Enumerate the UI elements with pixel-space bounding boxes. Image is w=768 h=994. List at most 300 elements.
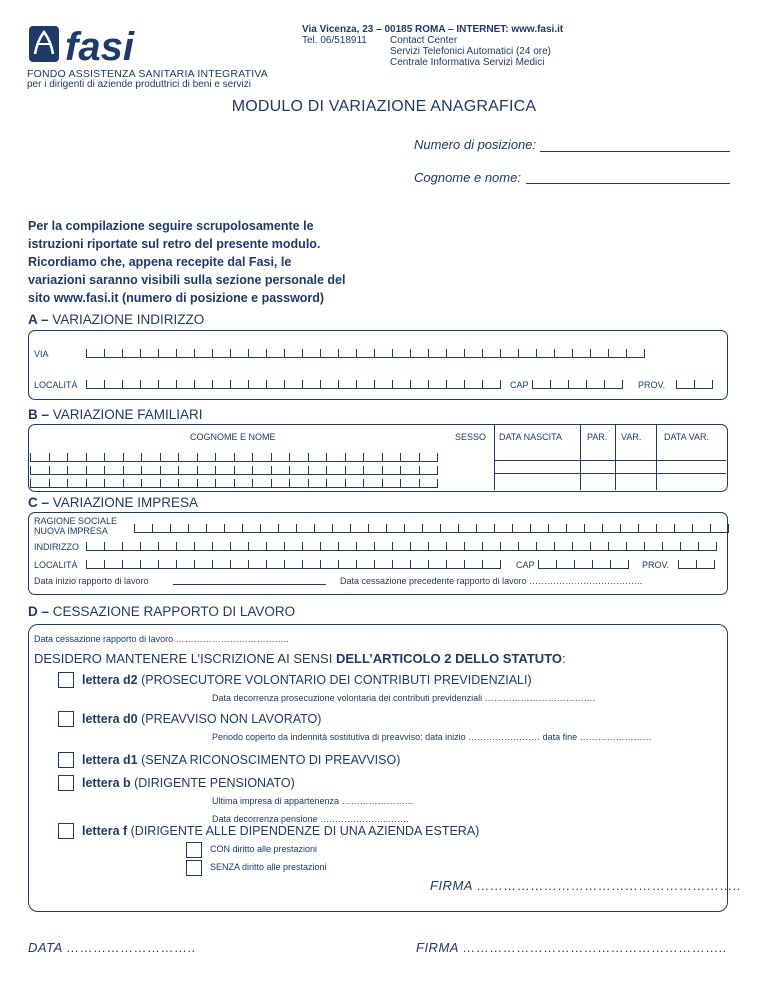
char-cell[interactable] <box>176 560 194 569</box>
col-data-var: DATA VAR. <box>664 432 710 442</box>
char-cell[interactable] <box>674 524 692 533</box>
char-cell[interactable] <box>338 349 356 358</box>
char-cell[interactable] <box>482 349 500 358</box>
via-input[interactable] <box>86 349 645 358</box>
char-cell[interactable] <box>86 453 105 462</box>
char-cell[interactable] <box>338 560 356 569</box>
section-b-label: VARIAZIONE FAMILIARI <box>52 407 203 422</box>
family-row-1-input[interactable] <box>30 453 438 462</box>
char-cell[interactable] <box>464 560 482 569</box>
char-cell[interactable] <box>680 542 698 551</box>
char-cell[interactable] <box>345 453 364 462</box>
char-cell[interactable] <box>30 453 49 462</box>
char-cell[interactable] <box>271 466 290 475</box>
localita-c-input[interactable] <box>86 560 501 569</box>
option-d1-text: (SENZA RICONOSCIMENTO DI PREAVVISO) <box>137 753 401 767</box>
char-cell[interactable] <box>302 349 320 358</box>
char-cell[interactable] <box>678 560 696 569</box>
ragione-sociale-input[interactable] <box>134 524 729 533</box>
char-cell[interactable] <box>122 542 140 551</box>
char-cell[interactable] <box>400 466 419 475</box>
char-cell[interactable] <box>278 524 296 533</box>
char-cell[interactable] <box>604 380 623 389</box>
desidero-post: : <box>562 651 566 666</box>
char-cell[interactable] <box>608 542 626 551</box>
char-cell[interactable] <box>374 349 392 358</box>
org-subtitle: per i dirigenti di aziende produttrici di beni e servizi <box>27 79 252 90</box>
char-cell[interactable] <box>392 380 410 389</box>
char-cell[interactable] <box>308 479 327 488</box>
char-cell[interactable] <box>134 524 152 533</box>
char-cell[interactable] <box>140 349 158 358</box>
char-cell[interactable] <box>49 466 68 475</box>
char-cell[interactable] <box>252 453 271 462</box>
localita-input[interactable] <box>86 380 501 389</box>
char-cell[interactable] <box>446 542 464 551</box>
char-cell[interactable] <box>158 560 176 569</box>
char-cell[interactable] <box>104 380 122 389</box>
char-cell[interactable] <box>586 380 604 389</box>
char-cell[interactable] <box>446 560 464 569</box>
cessazione-prec-label: Data cessazione precedente rapporto di lavoro ……………………………….. <box>340 576 643 586</box>
char-cell[interactable] <box>464 542 482 551</box>
char-cell[interactable] <box>392 560 410 569</box>
char-cell[interactable] <box>494 524 512 533</box>
char-cell[interactable] <box>584 524 602 533</box>
checkbox-lettera-b[interactable] <box>58 775 74 791</box>
char-cell[interactable] <box>694 380 713 389</box>
char-cell[interactable] <box>440 524 458 533</box>
char-cell[interactable] <box>178 479 197 488</box>
page-title: MODULO DI VARIAZIONE ANAGRAFICA <box>231 98 537 115</box>
char-cell[interactable] <box>122 349 140 358</box>
char-cell[interactable] <box>289 453 308 462</box>
cap-c-input[interactable] <box>538 560 629 569</box>
char-cell[interactable] <box>234 453 253 462</box>
char-cell[interactable] <box>392 542 410 551</box>
char-cell[interactable] <box>382 466 401 475</box>
char-cell[interactable] <box>266 349 284 358</box>
divider <box>494 473 726 474</box>
char-cell[interactable] <box>518 542 536 551</box>
char-cell[interactable] <box>86 349 104 358</box>
char-cell[interactable] <box>356 349 374 358</box>
char-cell[interactable] <box>140 560 158 569</box>
char-cell[interactable] <box>104 560 122 569</box>
char-cell[interactable] <box>338 542 356 551</box>
char-cell[interactable] <box>538 560 556 569</box>
char-cell[interactable] <box>266 542 284 551</box>
char-cell[interactable] <box>176 380 194 389</box>
char-cell[interactable] <box>212 542 230 551</box>
char-cell[interactable] <box>428 560 446 569</box>
char-cell[interactable] <box>104 542 122 551</box>
char-cell[interactable] <box>572 542 590 551</box>
char-cell[interactable] <box>194 560 212 569</box>
char-cell[interactable] <box>284 560 302 569</box>
divider <box>494 460 726 461</box>
char-cell[interactable] <box>122 560 140 569</box>
char-cell[interactable] <box>518 349 536 358</box>
char-cell[interactable] <box>536 349 554 358</box>
fasi-logo <box>27 22 177 66</box>
char-cell[interactable] <box>350 524 368 533</box>
char-cell[interactable] <box>140 380 158 389</box>
char-cell[interactable] <box>248 560 266 569</box>
char-cell[interactable] <box>194 349 212 358</box>
char-cell[interactable] <box>302 542 320 551</box>
char-cell[interactable] <box>158 542 176 551</box>
data-cess-label: Data cessazione rapporto di lavoro ……………………………….. <box>34 634 289 644</box>
section-c-label: VARIAZIONE IMPRESA <box>52 495 199 510</box>
col-sesso: SESSO <box>455 432 487 442</box>
char-cell[interactable] <box>512 524 530 533</box>
char-cell[interactable] <box>374 542 392 551</box>
char-cell[interactable] <box>500 542 518 551</box>
char-cell[interactable] <box>656 524 674 533</box>
char-cell[interactable] <box>188 524 206 533</box>
char-cell[interactable] <box>356 380 374 389</box>
char-cell[interactable] <box>248 542 266 551</box>
option-d2-text: (PROSECUTORE VOLONTARIO DEI CONTRIBUTI PREVIDENZIALI) <box>137 673 532 687</box>
char-cell[interactable] <box>123 453 142 462</box>
char-cell[interactable] <box>696 560 715 569</box>
char-cell[interactable] <box>500 349 518 358</box>
position-label: Numero di posizione: <box>414 137 537 152</box>
char-cell[interactable] <box>284 380 302 389</box>
char-cell[interactable] <box>386 524 404 533</box>
char-cell[interactable] <box>446 380 464 389</box>
char-cell[interactable] <box>284 349 302 358</box>
char-cell[interactable] <box>289 466 308 475</box>
family-row-2-input[interactable] <box>30 466 438 475</box>
char-cell[interactable] <box>176 349 194 358</box>
char-cell[interactable] <box>356 560 374 569</box>
char-cell[interactable] <box>289 479 308 488</box>
char-cell[interactable] <box>574 560 592 569</box>
divider <box>656 424 657 490</box>
char-cell[interactable] <box>266 380 284 389</box>
char-cell[interactable] <box>230 349 248 358</box>
char-cell[interactable] <box>676 380 694 389</box>
char-cell[interactable] <box>464 380 482 389</box>
checkbox-lettera-d2[interactable] <box>58 672 74 688</box>
char-cell[interactable] <box>152 524 170 533</box>
char-cell[interactable] <box>197 466 216 475</box>
via-label: VIA <box>34 349 49 359</box>
char-cell[interactable] <box>620 524 638 533</box>
char-cell[interactable] <box>271 453 290 462</box>
char-cell[interactable] <box>698 542 717 551</box>
name-label: Cognome e nome: <box>414 170 521 185</box>
char-cell[interactable] <box>176 542 194 551</box>
char-cell[interactable] <box>86 542 104 551</box>
char-cell[interactable] <box>592 560 610 569</box>
checkbox-senza-diritto[interactable] <box>186 860 202 876</box>
char-cell[interactable] <box>410 542 428 551</box>
char-cell[interactable] <box>608 349 626 358</box>
char-cell[interactable] <box>197 479 216 488</box>
char-cell[interactable] <box>464 349 482 358</box>
char-cell[interactable] <box>419 479 439 488</box>
char-cell[interactable] <box>422 524 440 533</box>
char-cell[interactable] <box>160 479 179 488</box>
char-cell[interactable] <box>49 479 68 488</box>
char-cell[interactable] <box>368 524 386 533</box>
char-cell[interactable] <box>242 524 260 533</box>
char-cell[interactable] <box>638 524 656 533</box>
family-row-3-input[interactable] <box>30 479 438 488</box>
char-cell[interactable] <box>556 560 574 569</box>
footer-firma: FIRMA ………………………………………………….. <box>416 940 728 955</box>
char-cell[interactable] <box>428 349 446 358</box>
firma-d: FIRMA ………………………………………………….. <box>430 878 742 893</box>
tel-line: Tel. 06/518911 <box>302 35 367 46</box>
d2-decorrenza-label: Data decorrenza prosecuzione volontaria dei contributi previdenziali ………………………………. <box>212 693 596 703</box>
char-cell[interactable] <box>662 542 680 551</box>
char-cell[interactable] <box>644 542 662 551</box>
char-cell[interactable] <box>338 380 356 389</box>
char-cell[interactable] <box>230 380 248 389</box>
cap-input[interactable] <box>532 380 623 389</box>
divider <box>615 424 616 490</box>
char-cell[interactable] <box>271 479 290 488</box>
char-cell[interactable] <box>400 479 419 488</box>
char-cell[interactable] <box>320 560 338 569</box>
char-cell[interactable] <box>314 524 332 533</box>
checkbox-con-diritto[interactable] <box>186 842 202 858</box>
char-cell[interactable] <box>122 380 140 389</box>
ragione-label <box>34 516 117 536</box>
char-cell[interactable] <box>215 453 234 462</box>
char-cell[interactable] <box>123 479 142 488</box>
char-cell[interactable] <box>392 349 410 358</box>
checkbox-lettera-d1[interactable] <box>58 752 74 768</box>
char-cell[interactable] <box>326 479 345 488</box>
section-c-title <box>28 495 198 510</box>
char-cell[interactable] <box>482 380 501 389</box>
char-cell[interactable] <box>215 466 234 475</box>
char-cell[interactable] <box>363 466 382 475</box>
char-cell[interactable] <box>404 524 422 533</box>
char-cell[interactable] <box>302 380 320 389</box>
char-cell[interactable] <box>212 349 230 358</box>
localita-label: LOCALITÀ <box>34 380 78 390</box>
logo-wordmark: fasi <box>65 25 134 66</box>
char-cell[interactable] <box>178 466 197 475</box>
char-cell[interactable] <box>602 524 620 533</box>
option-f-bold: lettera f <box>82 824 128 838</box>
char-cell[interactable] <box>104 466 123 475</box>
char-cell[interactable] <box>215 479 234 488</box>
char-cell[interactable] <box>554 349 572 358</box>
char-cell[interactable] <box>248 349 266 358</box>
option-d0-bold: lettera d0 <box>82 712 138 726</box>
ragione-label-2: NUOVA IMPRESA <box>34 526 108 536</box>
option-b-bold: lettera b <box>82 776 131 790</box>
char-cell[interactable] <box>566 524 584 533</box>
char-cell[interactable] <box>326 453 345 462</box>
char-cell[interactable] <box>345 479 364 488</box>
char-cell[interactable] <box>160 466 179 475</box>
char-cell[interactable] <box>86 479 105 488</box>
cap-label: CAP <box>510 380 529 390</box>
char-cell[interactable] <box>206 524 224 533</box>
char-cell[interactable] <box>550 380 568 389</box>
char-cell[interactable] <box>194 380 212 389</box>
char-cell[interactable] <box>160 453 179 462</box>
checkbox-lettera-f[interactable] <box>58 823 74 839</box>
char-cell[interactable] <box>260 524 278 533</box>
char-cell[interactable] <box>428 380 446 389</box>
char-cell[interactable] <box>141 479 160 488</box>
char-cell[interactable] <box>30 479 49 488</box>
char-cell[interactable] <box>382 453 401 462</box>
char-cell[interactable] <box>374 380 392 389</box>
con-diritto-label: CON diritto alle prestazioni <box>210 844 318 854</box>
char-cell[interactable] <box>104 349 122 358</box>
char-cell[interactable] <box>345 466 364 475</box>
char-cell[interactable] <box>320 542 338 551</box>
char-cell[interactable] <box>234 466 253 475</box>
char-cell[interactable] <box>320 380 338 389</box>
char-cell[interactable] <box>104 479 123 488</box>
section-a-box <box>28 330 728 400</box>
char-cell[interactable] <box>428 542 446 551</box>
char-cell[interactable] <box>332 524 350 533</box>
char-cell[interactable] <box>30 466 49 475</box>
char-cell[interactable] <box>67 479 86 488</box>
char-cell[interactable] <box>536 542 554 551</box>
char-cell[interactable] <box>626 542 644 551</box>
option-d0-text: (PREAVVISO NON LAVORATO) <box>137 712 322 726</box>
char-cell[interactable] <box>86 466 105 475</box>
char-cell[interactable] <box>123 466 142 475</box>
char-cell[interactable] <box>212 380 230 389</box>
char-cell[interactable] <box>410 349 428 358</box>
prov-label: PROV. <box>638 380 666 390</box>
char-cell[interactable] <box>248 380 266 389</box>
char-cell[interactable] <box>410 380 428 389</box>
indirizzo-input[interactable] <box>86 542 717 551</box>
char-cell[interactable] <box>308 453 327 462</box>
char-cell[interactable] <box>86 380 104 389</box>
char-cell[interactable] <box>356 542 374 551</box>
char-cell[interactable] <box>458 524 476 533</box>
char-cell[interactable] <box>194 542 212 551</box>
char-cell[interactable] <box>234 479 253 488</box>
prov-input[interactable] <box>676 380 713 389</box>
char-cell[interactable] <box>230 560 248 569</box>
char-cell[interactable] <box>610 560 629 569</box>
col-parentela: PAR. <box>587 432 608 442</box>
char-cell[interactable] <box>284 542 302 551</box>
char-cell[interactable] <box>572 349 590 358</box>
char-cell[interactable] <box>266 560 284 569</box>
char-cell[interactable] <box>382 479 401 488</box>
position-field[interactable] <box>540 151 730 152</box>
col-var: VAR. <box>621 432 642 442</box>
char-cell[interactable] <box>692 524 710 533</box>
char-cell[interactable] <box>532 380 550 389</box>
divider <box>580 424 581 490</box>
char-cell[interactable] <box>170 524 188 533</box>
col-cognome-nome: COGNOME E NOME <box>190 432 276 442</box>
senza-diritto-label: SENZA diritto alle prestazioni <box>210 862 327 872</box>
char-cell[interactable] <box>49 453 68 462</box>
char-cell[interactable] <box>476 524 494 533</box>
divider <box>494 424 495 490</box>
char-cell[interactable] <box>308 466 327 475</box>
char-cell[interactable] <box>530 524 548 533</box>
char-cell[interactable] <box>252 466 271 475</box>
char-cell[interactable] <box>104 453 123 462</box>
char-cell[interactable] <box>67 466 86 475</box>
char-cell[interactable] <box>548 524 566 533</box>
checkbox-lettera-d0[interactable] <box>58 711 74 727</box>
char-cell[interactable] <box>590 349 608 358</box>
char-cell[interactable] <box>140 542 158 551</box>
char-cell[interactable] <box>141 453 160 462</box>
section-b-title <box>28 407 203 422</box>
char-cell[interactable] <box>86 560 104 569</box>
name-field[interactable] <box>526 183 730 184</box>
char-cell[interactable] <box>400 453 419 462</box>
char-cell[interactable] <box>482 560 501 569</box>
char-cell[interactable] <box>178 453 197 462</box>
d0-periodo-label: Periodo coperto da indennità sostitutiva di preavviso: data inizio …………………… data fine …………………… <box>212 732 652 742</box>
char-cell[interactable] <box>374 560 392 569</box>
char-cell[interactable] <box>482 542 500 551</box>
char-cell[interactable] <box>212 560 230 569</box>
char-cell[interactable] <box>141 466 160 475</box>
char-cell[interactable] <box>197 453 216 462</box>
prov-c-input[interactable] <box>678 560 715 569</box>
char-cell[interactable] <box>410 560 428 569</box>
char-cell[interactable] <box>230 542 248 551</box>
char-cell[interactable] <box>710 524 729 533</box>
footer-data: DATA ……………………….. <box>28 940 197 955</box>
char-cell[interactable] <box>67 453 86 462</box>
char-cell[interactable] <box>446 349 464 358</box>
char-cell[interactable] <box>326 466 345 475</box>
char-cell[interactable] <box>302 560 320 569</box>
char-cell[interactable] <box>158 349 176 358</box>
desidero-pre: DESIDERO MANTENERE L’ISCRIZIONE AI SENSI <box>34 651 336 666</box>
contact-services: Servizi Telefonici Automatici (24 ore) <box>390 46 551 57</box>
char-cell[interactable] <box>296 524 314 533</box>
char-cell[interactable] <box>320 349 338 358</box>
char-cell[interactable] <box>363 479 382 488</box>
char-cell[interactable] <box>252 479 271 488</box>
section-d-box <box>28 624 728 912</box>
char-cell[interactable] <box>626 349 645 358</box>
localita-c-label: LOCALITÀ <box>34 560 78 570</box>
b-impresa-label: Ultima impresa di appartenenza …………………… <box>212 796 414 806</box>
char-cell[interactable] <box>554 542 572 551</box>
char-cell[interactable] <box>568 380 586 389</box>
char-cell[interactable] <box>158 380 176 389</box>
char-cell[interactable] <box>224 524 242 533</box>
char-cell[interactable] <box>419 466 439 475</box>
section-c-letter: C – <box>28 495 50 510</box>
char-cell[interactable] <box>590 542 608 551</box>
char-cell[interactable] <box>363 453 382 462</box>
org-name: FONDO ASSISTENZA SANITARIA INTEGRATIVA <box>27 68 268 80</box>
char-cell[interactable] <box>419 453 439 462</box>
section-a-letter: A – <box>28 312 49 327</box>
inizio-field[interactable] <box>173 584 326 585</box>
